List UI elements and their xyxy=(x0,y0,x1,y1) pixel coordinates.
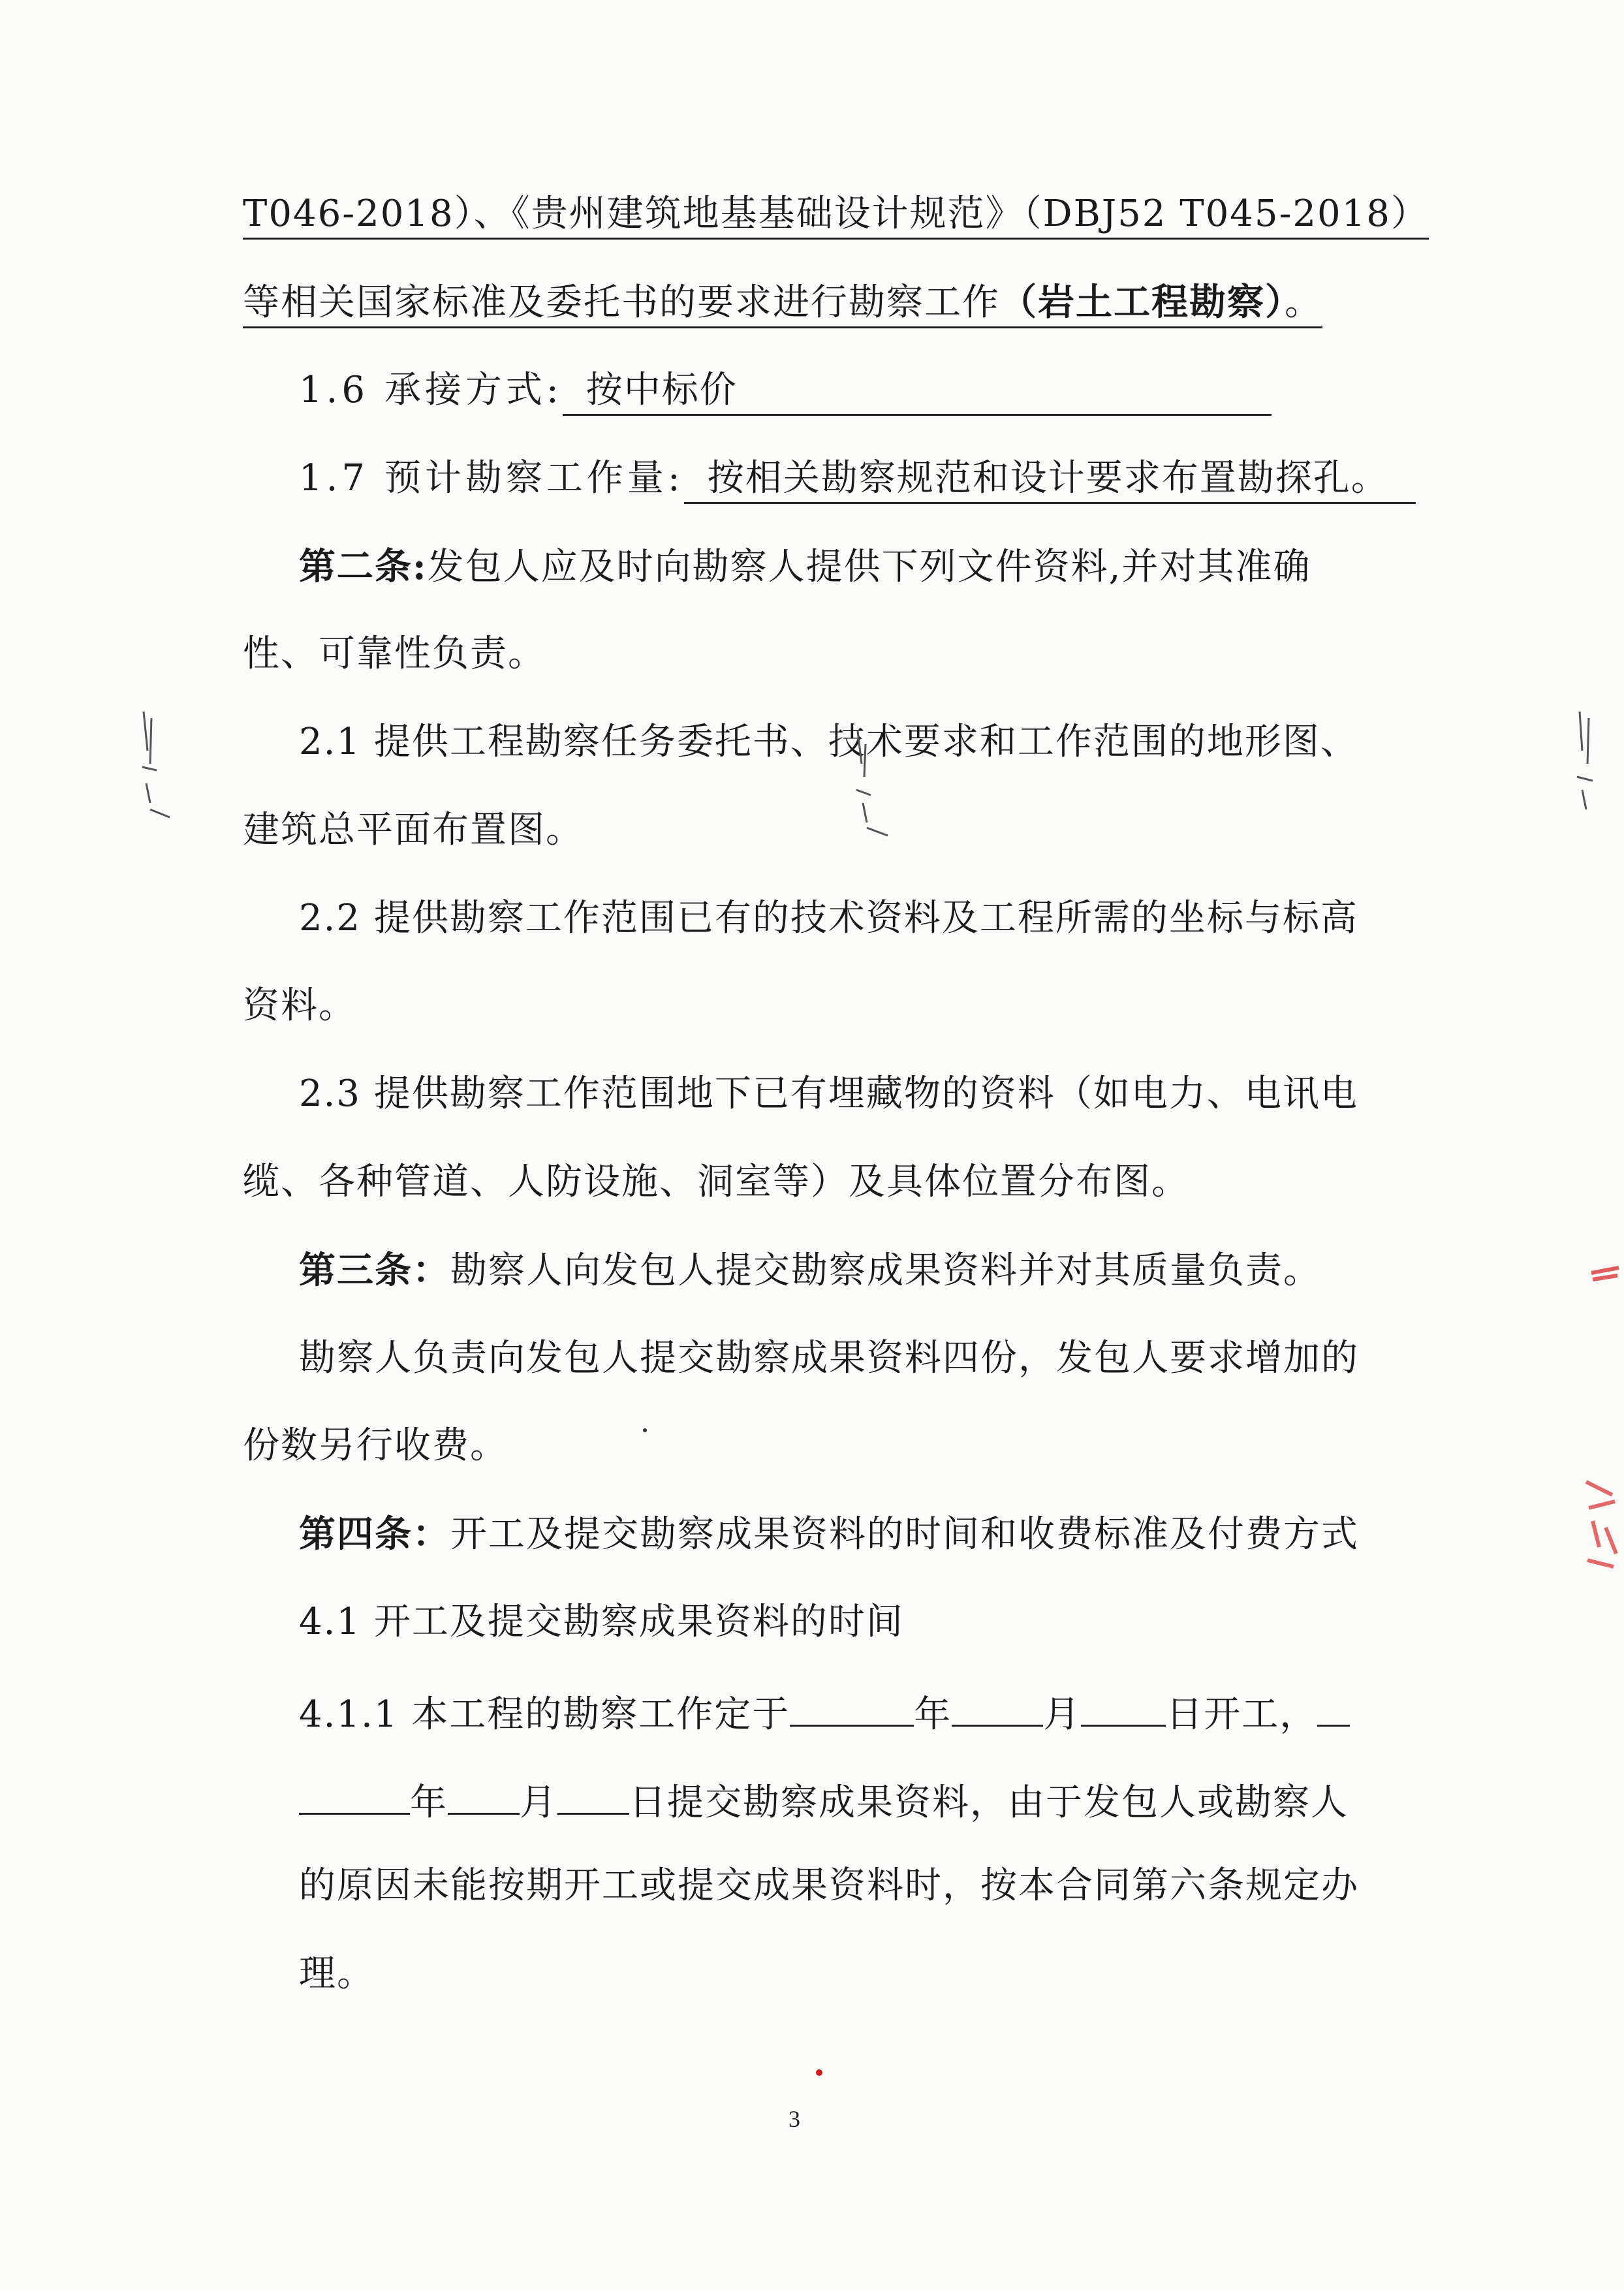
clause-4-1-1-text: 4.1.1 本工程的勘察工作定于 xyxy=(299,1693,790,1736)
line-article-3 xyxy=(299,1247,1321,1294)
red-stamp-edge-icon xyxy=(1586,1253,1624,1293)
line-standards-cont xyxy=(243,191,1429,240)
start-day-label: 日开工， xyxy=(1166,1693,1318,1736)
line-clause-4-1-1 xyxy=(299,1687,1350,1738)
clause-2-2-text: 2.2 提供勘察工作范围已有的技术资料及工程所需的坐标与标高 xyxy=(299,897,1358,939)
line-article-2-cont xyxy=(243,631,546,678)
submit-month-label: 月 xyxy=(520,1781,557,1824)
clause-4-1-1-cont3-text: 理。 xyxy=(299,1953,375,1995)
line-standards-requirement xyxy=(243,279,1322,328)
article-4-text: 开工及提交勘察成果资料的时间和收费标准及付费方式 xyxy=(450,1513,1359,1556)
article-3-text: 勘察人向发包人提交勘察成果资料并对其质量负责。 xyxy=(450,1249,1321,1292)
line-article-2 xyxy=(299,543,1311,591)
article-2-cont-text: 性、可靠性负责。 xyxy=(243,633,546,675)
submit-year-blank-start[interactable] xyxy=(1317,1687,1350,1727)
period: 。 xyxy=(1285,281,1322,324)
line-clause-2-3 xyxy=(299,1071,1358,1118)
clause-2-1-text: 2.1 提供工程勘察任务委托书、技术要求和工作范围的地形图、 xyxy=(299,721,1358,763)
line-clause-2-1-cont xyxy=(243,807,584,854)
line-workload xyxy=(299,455,1416,504)
submit-year-blank[interactable] xyxy=(299,1775,410,1815)
line-clause-4-1-1-cont xyxy=(299,1775,1349,1827)
line-clause-4-1-1-cont3 xyxy=(299,1951,375,1998)
line-contract-method xyxy=(299,367,1272,416)
line-clause-2-1 xyxy=(299,719,1358,766)
speck-dot xyxy=(643,1428,647,1432)
start-year-label: 年 xyxy=(914,1693,952,1736)
start-year-blank[interactable] xyxy=(790,1687,914,1727)
submit-month-blank[interactable] xyxy=(448,1775,520,1815)
red-stamp-fragment-icon xyxy=(1580,1469,1624,1573)
line-clause-2-3-cont xyxy=(243,1159,1189,1206)
line-article-4 xyxy=(299,1511,1359,1558)
clause-4-1-1-cont2-text: 的原因未能按期开工或提交成果资料时，按本合同第六条规定办 xyxy=(299,1864,1359,1907)
center-binding-mark-icon xyxy=(849,725,901,842)
workload-value-text: 按相关勘察规范和设计要求布置勘探孔。 xyxy=(707,457,1389,499)
line-article-3-detail xyxy=(299,1335,1359,1382)
standards-text: T046-2018）、《贵州建筑地基基础设计规范》（DBJ52 T045-2018） xyxy=(243,193,1429,235)
submit-day-text: 日提交勘察成果资料，由于发包人或勘察人 xyxy=(629,1781,1349,1824)
clause-2-3-cont-text: 缆、各种管道、人防设施、洞室等）及具体位置分布图。 xyxy=(243,1161,1189,1203)
article-3-detail-cont-text: 份数另行收费。 xyxy=(243,1424,508,1467)
left-binding-mark-icon xyxy=(131,705,183,823)
workload-value xyxy=(684,455,1416,504)
contract-method-value xyxy=(563,367,1272,416)
clause-4-1-text: 4.1 开工及提交勘察成果资料的时间 xyxy=(299,1601,904,1643)
article-3-detail-text: 勘察人负责向发包人提交勘察成果资料四份，发包人要求增加的 xyxy=(299,1337,1359,1379)
line-clause-2-2-cont xyxy=(243,982,356,1029)
submit-year-label: 年 xyxy=(410,1781,448,1824)
line-article-3-detail-cont xyxy=(243,1422,508,1469)
line-clause-2-2 xyxy=(299,895,1358,942)
line-clause-4-1-1-cont2 xyxy=(299,1862,1359,1909)
article-3-heading: 第三条： xyxy=(299,1249,450,1292)
clause-2-1-cont-text: 建筑总平面布置图。 xyxy=(243,809,584,851)
requirement-text: 等相关国家标准及委托书的要求进行勘察工作 xyxy=(243,281,1000,324)
contract-method-label: 1.6 承接方式: xyxy=(299,369,563,411)
start-day-blank[interactable] xyxy=(1081,1687,1166,1727)
line-clause-4-1 xyxy=(299,1599,904,1646)
clause-2-3-text: 2.3 提供勘察工作范围地下已有埋藏物的资料（如电力、电讯电 xyxy=(299,1073,1358,1115)
article-4-heading: 第四条： xyxy=(299,1513,450,1556)
survey-type-text: （岩土工程勘察） xyxy=(1000,281,1285,324)
red-ink-dot xyxy=(816,2069,822,2076)
contract-method-value-text: 按中标价 xyxy=(586,369,738,411)
start-month-label: 月 xyxy=(1043,1693,1082,1736)
start-month-blank[interactable] xyxy=(952,1687,1043,1727)
right-binding-mark-icon xyxy=(1567,705,1619,823)
submit-day-blank[interactable] xyxy=(557,1775,629,1815)
article-2-text: 发包人应及时向勘察人提供下列文件资料,并对其准确 xyxy=(427,546,1311,588)
clause-2-2-cont-text: 资料。 xyxy=(243,984,356,1027)
workload-label: 1.7 预计勘察工作量: xyxy=(299,457,684,499)
page-number: 3 xyxy=(789,2106,800,2132)
article-2-heading: 第二条: xyxy=(299,545,428,588)
